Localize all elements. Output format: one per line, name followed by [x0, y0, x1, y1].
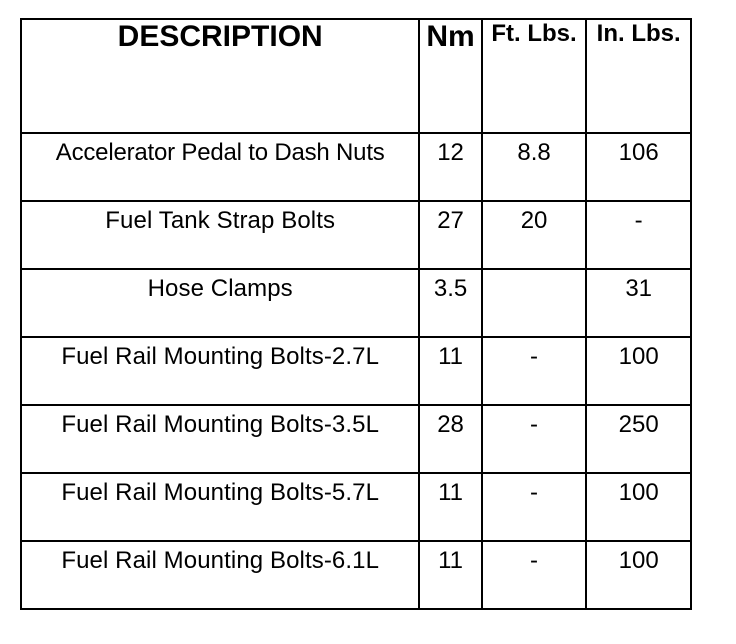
table-row	[21, 541, 691, 609]
cell-description: Fuel Rail Mounting Bolts-5.7L	[21, 473, 419, 541]
table-row	[21, 133, 691, 201]
cell-description: Hose Clamps	[21, 269, 419, 337]
cell-nm: 3.5	[419, 269, 481, 337]
cell-in-lbs: 100	[586, 541, 691, 609]
table-row	[21, 269, 691, 337]
cell-ft-lbs: -	[482, 473, 587, 541]
table-row	[21, 473, 691, 541]
cell-nm: 11	[419, 541, 481, 609]
cell-ft-lbs: 8.8	[482, 133, 587, 201]
cell-in-lbs: 100	[586, 473, 691, 541]
cell-description: Fuel Rail Mounting Bolts-6.1L	[21, 541, 419, 609]
cell-description: Fuel Rail Mounting Bolts-3.5L	[21, 405, 419, 473]
header-nm: Nm	[419, 19, 481, 133]
cell-nm: 12	[419, 133, 481, 201]
torque-spec-table	[20, 18, 692, 610]
header-row	[21, 19, 691, 133]
cell-nm: 11	[419, 337, 481, 405]
cell-ft-lbs	[482, 269, 587, 337]
cell-in-lbs: 106	[586, 133, 691, 201]
cell-ft-lbs: -	[482, 541, 587, 609]
cell-nm: 11	[419, 473, 481, 541]
table-row	[21, 337, 691, 405]
header-description: DESCRIPTION	[21, 19, 419, 133]
cell-ft-lbs: -	[482, 405, 587, 473]
cell-ft-lbs: -	[482, 337, 587, 405]
cell-in-lbs: 31	[586, 269, 691, 337]
cell-description: Fuel Tank Strap Bolts	[21, 201, 419, 269]
cell-in-lbs: 100	[586, 337, 691, 405]
table-row	[21, 405, 691, 473]
cell-in-lbs: -	[586, 201, 691, 269]
header-in-lbs: In. Lbs.	[586, 19, 691, 133]
cell-nm: 27	[419, 201, 481, 269]
header-ft-lbs: Ft. Lbs.	[482, 19, 587, 133]
cell-ft-lbs: 20	[482, 201, 587, 269]
table-row	[21, 201, 691, 269]
cell-in-lbs: 250	[586, 405, 691, 473]
cell-description: Accelerator Pedal to Dash Nuts	[21, 133, 419, 201]
cell-nm: 28	[419, 405, 481, 473]
cell-description: Fuel Rail Mounting Bolts-2.7L	[21, 337, 419, 405]
